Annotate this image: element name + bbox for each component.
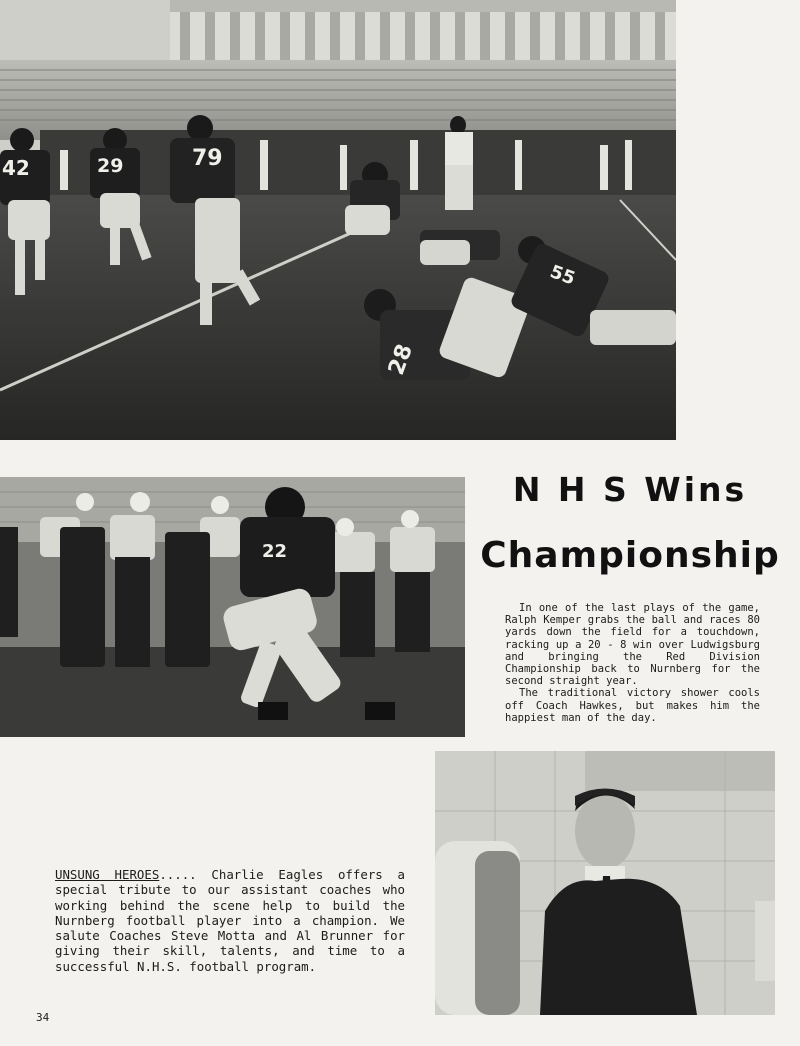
jersey-number-42: 42 — [2, 156, 30, 180]
page-number: 34 — [36, 1011, 50, 1024]
jersey-number-79: 79 — [192, 146, 223, 171]
unsung-heroes-heading: UNSUNG HEROES — [55, 867, 160, 882]
jersey-number-22: 22 — [262, 541, 288, 562]
unsung-heroes-body: Charlie Eagles offers a special tribute to our assistant coaches who working behind the scene help to build the Nurnberg football player into a champion. We salute Coaches Steve Motta and Al Brunner for giving their skill, talents, and time to a successful N.H.S. football program. — [55, 867, 405, 974]
unsung-heroes-dots: ..... — [159, 867, 197, 882]
jersey-number-55: 55 — [547, 261, 578, 290]
coach-shower-photo — [435, 751, 775, 1015]
touchdown-run-photo — [0, 477, 465, 737]
caption-paragraph-2: The traditional victory shower cools off Coach Hawkes, but makes him the happiest man of the day. — [505, 687, 760, 724]
jersey-number-29: 29 — [97, 155, 124, 177]
unsung-heroes-caption — [55, 867, 405, 974]
jersey-number-28: 28 — [383, 341, 418, 379]
headline-title: N H S Wins — [512, 470, 748, 509]
headline-subtitle: Championship — [480, 535, 780, 576]
main-caption — [505, 602, 760, 724]
football-game-photo — [0, 0, 676, 440]
caption-paragraph-1: In one of the last plays of the game, Ralph Kemper grabs the ball and races 80 yards down the field for a touchdown, racking up a 20 - 8 win over Ludwigsburg and bringing the Red Division Championship back to Nurnberg for the second straight year. — [505, 602, 760, 688]
